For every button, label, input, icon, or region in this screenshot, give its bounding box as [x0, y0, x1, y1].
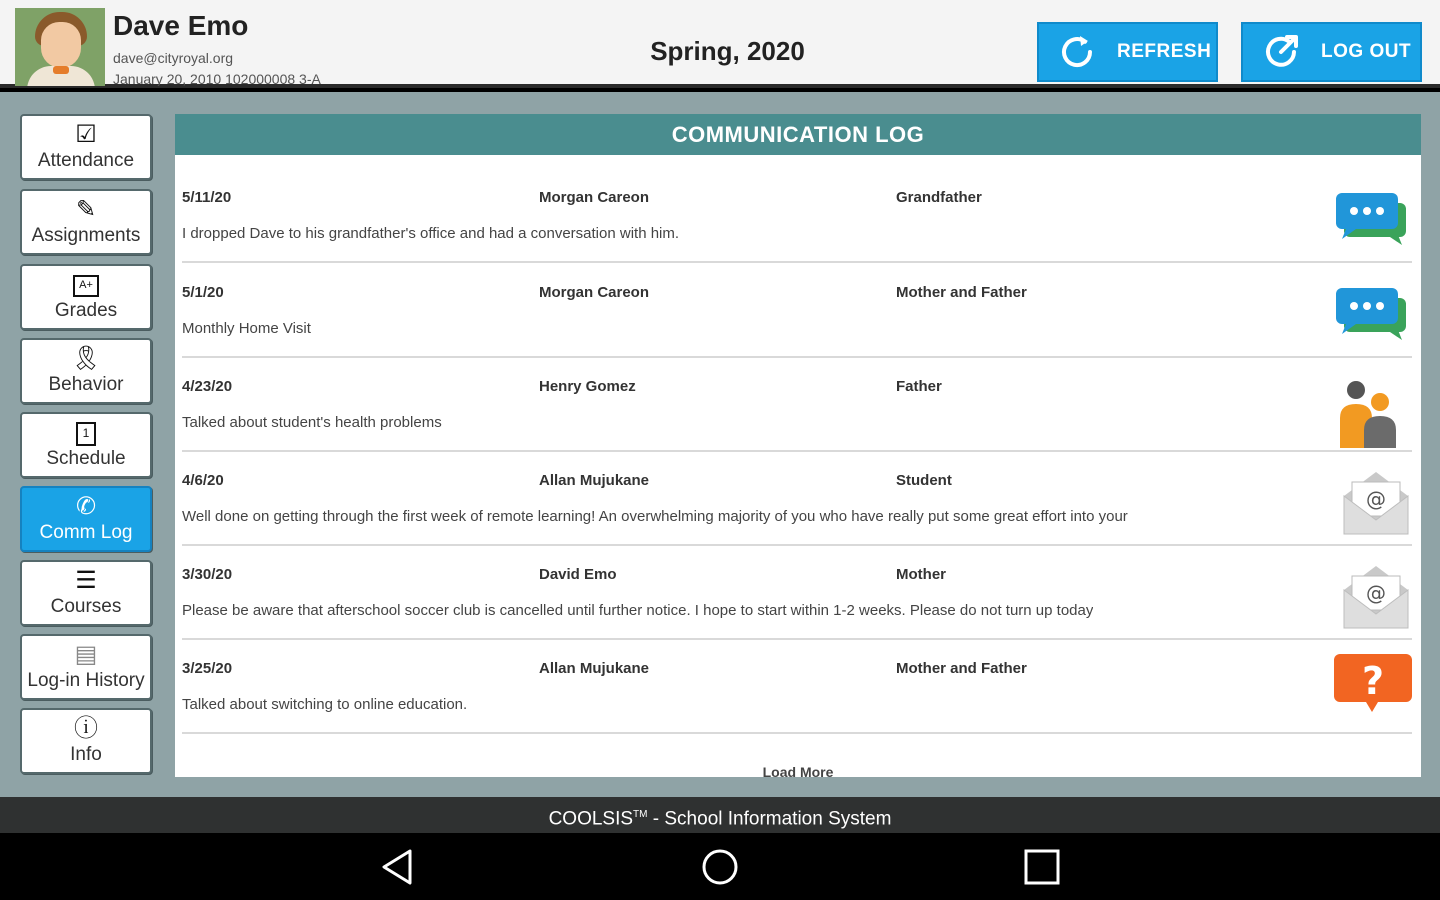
list-item[interactable] [182, 546, 1412, 640]
user-email: dave@cityroyal.org [113, 50, 234, 66]
meeting-icon [1332, 378, 1412, 438]
sidebar-item-label: Info [70, 744, 102, 765]
entry-date: 3/25/20 [182, 660, 233, 677]
entry-note: Talked about student's health problems [182, 414, 442, 431]
entry-staff: Morgan Careon [539, 189, 650, 206]
phone-icon: ✆ [75, 493, 97, 520]
chat-icon [1332, 284, 1412, 344]
recents-icon[interactable] [1022, 847, 1062, 887]
entry-note: I dropped Dave to his grandfather's office and had a conversation with him. [182, 225, 680, 242]
email-icon [1332, 566, 1412, 626]
entry-note: Monthly Home Visit [182, 320, 311, 337]
refresh-button[interactable] [1037, 22, 1218, 82]
entry-staff: Allan Mujukane [539, 660, 650, 677]
user-name: Dave Emo [113, 10, 249, 41]
system-nav-bar [0, 833, 1440, 900]
load-more-button[interactable]: Load More [762, 764, 834, 777]
entry-staff: Morgan Careon [539, 284, 650, 301]
entry-staff: Henry Gomez [539, 378, 636, 395]
entry-contact: Mother [896, 566, 946, 583]
footer-tm: TM [633, 809, 648, 820]
comm-log-panel [175, 114, 1421, 777]
term-title: Spring, 2020 [650, 36, 805, 66]
svg-text:?: ? [1361, 659, 1385, 703]
sidebar-item-attendance[interactable] [20, 114, 152, 180]
sidebar-item-label: Schedule [46, 448, 126, 469]
entry-note: Well done on getting through the first week of remote learning! An overwhelming majority of you who have really put some great effort into your [182, 508, 1128, 525]
calendar-icon: 1 [22, 420, 150, 446]
ribbon-icon: 🎗 [70, 345, 102, 372]
logout-icon [1259, 30, 1303, 74]
entry-note: Please be aware that afterschool soccer club is cancelled until further notice. I hope to start within 1-2 weeks. Please do not turn up today [182, 602, 1094, 619]
checkbox-icon: ☑ [75, 121, 97, 148]
entry-contact: Student [896, 472, 952, 489]
sidebar-item-label: Courses [50, 596, 122, 617]
footer-tagline: - School Information System [647, 808, 892, 830]
sidebar-item-grades[interactable] [20, 264, 152, 330]
entry-date: 5/11/20 [182, 189, 232, 206]
list-item[interactable] [182, 264, 1412, 358]
list-item[interactable] [182, 358, 1412, 452]
info-icon: ⓘ [74, 715, 98, 742]
entry-contact: Father [896, 378, 942, 395]
books-icon: ☰ [75, 567, 97, 594]
log-icon: ▤ [74, 641, 98, 668]
svg-text:@: @ [1366, 487, 1386, 511]
sidebar-item-label: Assignments [31, 225, 141, 246]
footer-brand: COOLSIS [548, 808, 634, 830]
entry-contact: Mother and Father [896, 284, 1027, 301]
entry-contact: Grandfather [896, 189, 982, 206]
svg-text:@: @ [1366, 581, 1386, 605]
entry-staff: Allan Mujukane [539, 472, 650, 489]
sidebar-item-label: Comm Log [39, 522, 133, 543]
entry-date: 5/1/20 [182, 284, 224, 301]
sidebar-item-behavior[interactable] [20, 338, 152, 404]
list-item[interactable] [182, 640, 1412, 734]
logout-button[interactable] [1241, 22, 1422, 82]
user-info: January 20, 2010 102000008 3-A [113, 71, 321, 86]
list-item[interactable] [182, 452, 1412, 546]
refresh-icon [1055, 30, 1099, 74]
sidebar-item-login-history[interactable] [20, 634, 152, 700]
question-icon [1332, 652, 1412, 712]
sidebar-item-label: Log-in History [27, 670, 145, 691]
avatar [15, 8, 105, 86]
list-item[interactable] [182, 169, 1412, 263]
sidebar-item-comm-log[interactable] [20, 486, 152, 552]
back-icon[interactable] [378, 847, 418, 887]
sidebar-item-courses[interactable] [20, 560, 152, 626]
chat-icon [1332, 189, 1412, 249]
app-header [0, 0, 1440, 88]
app-footer [0, 797, 1440, 833]
sidebar-item-info[interactable] [20, 708, 152, 774]
entry-date: 4/6/20 [182, 472, 224, 489]
sidebar-item-label: Grades [54, 300, 118, 321]
sidebar-item-assignments[interactable] [20, 189, 152, 255]
home-icon[interactable] [700, 847, 740, 887]
sidebar-item-label: Attendance [37, 150, 135, 171]
entry-note: Talked about switching to online education. [182, 696, 468, 713]
refresh-label: REFRESH [1117, 41, 1212, 62]
entry-date: 4/23/20 [182, 378, 233, 395]
grade-icon: A+ [22, 272, 150, 298]
entry-staff: David Emo [539, 566, 617, 583]
entry-contact: Mother and Father [896, 660, 1027, 677]
sidebar-item-schedule[interactable] [20, 412, 152, 478]
sidebar-item-label: Behavior [48, 374, 124, 395]
pencil-icon: ✎ [75, 196, 97, 223]
logout-label: LOG OUT [1321, 41, 1412, 62]
email-icon [1332, 472, 1412, 532]
entry-date: 3/30/20 [182, 566, 233, 583]
panel-title: COMMUNICATION LOG [175, 114, 1421, 155]
